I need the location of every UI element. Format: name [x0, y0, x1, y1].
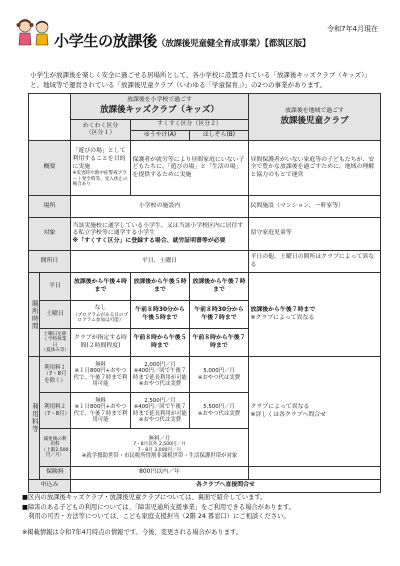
row-label-fee2: 利用料２ （7・8月）	[40, 393, 71, 429]
club-header: 放課後を地域で過ごす 放課後児童クラブ	[249, 94, 381, 141]
insurance-kids: 800円以内／年	[71, 467, 249, 480]
weekday-hoshizora: 放課後から午後７時まで	[190, 273, 249, 301]
reduced-fee-note: ※就学援助世帯・市民税所得割非課税世帯・生活保護世帯が対象	[81, 453, 238, 460]
row-label-open-days: 開所日	[29, 251, 71, 273]
reduced-fee-range-1: 7・8月以外 2,500円／月	[133, 442, 186, 448]
row-label-application: 申込み	[29, 480, 71, 493]
fee2-hoshizora: 5,500円／月 ※おやつ代は実費	[190, 393, 249, 429]
children-illustration	[14, 17, 54, 51]
row-label-weekday: 平日	[40, 273, 71, 301]
page-subtitle: （放課後児童健全育成事業）【都筑区版】	[156, 39, 311, 49]
weekday-yuuyake: 放課後から午後５時まで	[131, 273, 190, 301]
row-label-school-holiday: 土曜日を除く学校休業日 （夏休み等）	[40, 329, 71, 357]
reduced-fee-kids	[71, 429, 249, 467]
intro-text: 小学生が放課後を楽しく安全に過ごせる居場所として、各小学校に設置されている「放課後キッズクラブ（キッズ）」と、地域等で運営されている「放課後児童クラブ（いわゆる「学童保育」）」の2つの事業があります。	[30, 71, 371, 89]
row-label-insurance: 保険料	[40, 467, 71, 480]
fee1-waku: 無料 ※１日800円+おやつ代で、午後７時まで利用可能	[71, 357, 131, 393]
fee2-yuuyake: 2,500円／月 ※400円／回で午後７時まで延長利用が可能 ※おやつ代は実費	[131, 393, 190, 429]
child-girl-icon	[17, 19, 34, 45]
place-kids: 小学校の施設内	[71, 196, 249, 218]
kids-header: 放課後を小学校で過ごす 放課後キッズクラブ（キッズ）	[71, 94, 249, 120]
footnote-4: ※掲載情報は令和7年4月時点の情報です。今後、変更される場合があります。	[22, 528, 243, 536]
reduced-fee-range-2: 7・8月 3,000円／月	[137, 447, 182, 453]
place-club: 民間施設（マンション、一軒家等）	[249, 196, 381, 218]
kids-header-title: 放課後キッズクラブ（キッズ）	[100, 105, 219, 116]
page-title: 小学生の放課後（放課後児童健全育成事業）【都筑区版】	[54, 32, 311, 50]
sukusuku-category: すくすく区分（区分２）	[131, 120, 249, 131]
saturday-yuuyake: 午前８時30分から午後５時まで	[131, 301, 190, 329]
fee1-yuuyake: 2,000円／月 ※400円／回で午後７時まで延長利用が可能 ※おやつ代は実費	[131, 357, 190, 393]
waku-category: わくわく区分 （区分１）	[71, 120, 131, 141]
comparison-table	[28, 93, 381, 493]
row-label-hours: 開所時間	[29, 273, 40, 357]
hoshizora-category: ほしぞら(B)	[190, 130, 249, 141]
fees-club: クラブによって異なる ※詳しくは各クラブへ問合せ	[249, 357, 381, 467]
saturday-hoshizora: 午前８時30分から午後７時まで	[190, 301, 249, 329]
open-days-kids: 平日、土曜日	[71, 251, 249, 273]
row-label-place: 場所	[29, 196, 71, 218]
row-label-fees: 利用料等	[29, 357, 40, 480]
row-label-target: 対象	[29, 218, 71, 251]
holiday-hoshizora: 午前８時から午後７時まで	[190, 329, 249, 357]
hours-club: 放課後から午後７時まで ※クラブによって異なる	[249, 273, 381, 357]
application-value: 各クラブへ直接問合せ	[71, 480, 381, 493]
row-label-saturday: 土曜日	[40, 301, 71, 329]
target-club: 留守家庭児童等	[249, 218, 381, 251]
child-boy-icon	[36, 21, 48, 45]
club-header-title: 放課後児童クラブ	[280, 115, 349, 126]
footnote-3: 利用の可否・方法等については、こども家庭支援担当（2階 24 番窓口）にご相談ください。	[22, 513, 290, 520]
insurance-club	[249, 467, 381, 480]
saturday-waku: なし （プログラムがある日のプログラム参加は可能）	[71, 301, 131, 329]
footnotes	[22, 493, 382, 537]
row-label-fee1: 利用料１ （7・8月を除く）	[40, 357, 71, 393]
footnote-2: ■障害のある子どもの利用については、「障害児通所支援事業」をご利用できる場合があります。	[22, 503, 295, 511]
reduced-fee-free: 無料／月	[148, 435, 171, 442]
row-label-reduced-fee: 減免後の利用料 （上限2,500円／月）	[40, 429, 71, 467]
overview-waku: 「遊びの場」として利用することを目的に実施 ※災害時や熱中症警戒アラート発令時等、受入休止の場合あり	[71, 141, 131, 196]
yuuyake-category: ゆうやけ(A)	[131, 130, 190, 141]
overview-sukusuku: 保護者が就労等により昼間家庭にいない子どもたちに、「遊びの場」と「生活の場」を提供するために実施	[131, 141, 249, 196]
weekday-waku: 放課後から午後４時まで	[71, 273, 131, 301]
overview-club: 昼間保護者がいない家庭等の子どもたちが、安全で豊かな放課後を過ごすために、地域の理解と協力のもとで運営	[249, 141, 381, 196]
target-kids: 当該実施校に通学している小学生、又は当該小学校区内に居住する私立学校等に通学する小学生 ※「すくすく区分」に登録する場合、就労証明書等が必要	[71, 218, 249, 251]
holiday-waku: クラブが指定する時間(２時間程度)	[71, 329, 131, 357]
footnote-1: ■区内の放課後キッズクラブ・放課後児童クラブについては、裏面で紹介しています。	[22, 494, 267, 501]
open-days-club: 平日の他、土曜日の開所はクラブによって異なる	[249, 251, 381, 273]
fee2-waku: 無料 ※１日800円+おやつ代で、午後７時まで利用可能	[71, 393, 131, 429]
fee1-hoshizora: 5,000円／月 ※おやつ代は実費	[190, 357, 249, 393]
header-blank	[29, 94, 71, 141]
holiday-yuuyake: 午前８時から午後５時まで	[131, 329, 190, 357]
row-label-overview: 概要	[29, 141, 71, 196]
document-date: 令和7年4月現在	[327, 25, 378, 33]
